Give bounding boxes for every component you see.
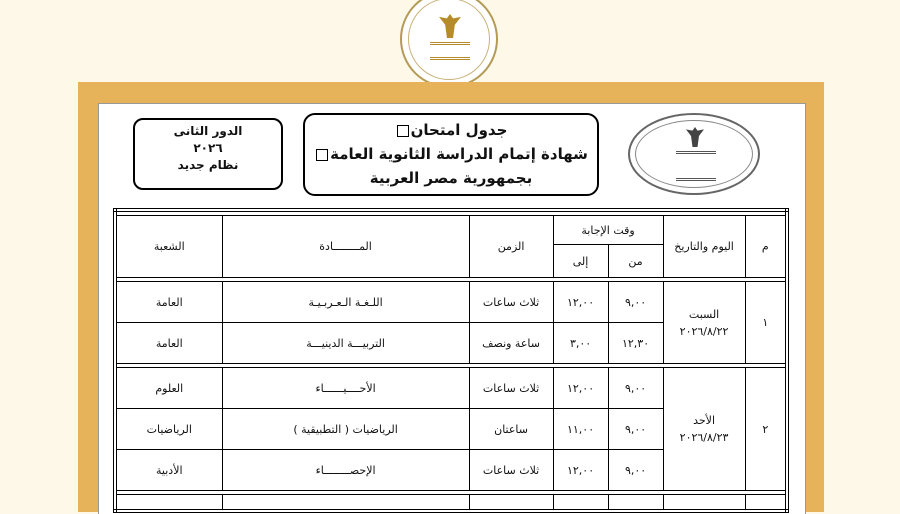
header-day: اليوم والتاريخ xyxy=(663,216,745,278)
title-line-3: بجمهورية مصر العربية xyxy=(369,169,533,187)
title-line-2: شهادة إتمام الدراسة الثانوية العامة xyxy=(330,145,588,163)
day-name: السبت xyxy=(688,307,720,321)
day-date: ٢٠٢٦/٨/٢٣ xyxy=(679,431,729,444)
time-from: ١٢,٣٠ xyxy=(608,323,663,364)
branch: الأدبية xyxy=(115,450,222,491)
day-date: ٢٠٢٦/٨/٢٢ xyxy=(679,324,729,338)
header-subject: المــــــــادة xyxy=(222,216,469,278)
day-number: ١ xyxy=(745,282,787,364)
branch: العامة xyxy=(115,282,222,323)
day-name: الأحد xyxy=(693,414,716,427)
session-box xyxy=(133,118,283,190)
table-row xyxy=(115,282,787,323)
ministry-seal xyxy=(628,113,760,195)
checkbox-icon xyxy=(316,149,328,161)
table-row xyxy=(115,368,787,409)
branch: العلوم xyxy=(115,368,222,409)
subject: الأحــــيــــــاء xyxy=(222,368,469,409)
time-to: ١٢,٠٠ xyxy=(553,450,608,491)
day-number: ٢ xyxy=(745,368,787,491)
exam-schedule-table xyxy=(113,208,789,513)
subject: اللـغـة الـعـربـيـة xyxy=(222,282,469,323)
subject: الإحصــــــــاء xyxy=(222,450,469,491)
session-system: نظام جديد xyxy=(177,158,239,172)
checkbox-icon xyxy=(397,125,409,137)
day-date-cell xyxy=(663,282,745,364)
header-branch: الشعبة xyxy=(115,216,222,278)
ministry-logo-top xyxy=(400,0,498,88)
time-to: ١٢,٠٠ xyxy=(553,368,608,409)
duration: ثلاث ساعات xyxy=(469,450,553,491)
time-to: ١٢,٠٠ xyxy=(553,282,608,323)
header-from: من xyxy=(608,245,663,278)
header-duration: الزمن xyxy=(469,216,553,278)
subject: التربيـــة الدينيـــة xyxy=(222,323,469,364)
branch: العامة xyxy=(115,323,222,364)
duration: ثلاث ساعات xyxy=(469,368,553,409)
header-num: م xyxy=(745,216,787,278)
duration: ساعة ونصف xyxy=(469,323,553,364)
duration: ساعتان xyxy=(469,409,553,450)
header-answer-time: وقت الإجابة xyxy=(553,216,663,245)
title-box xyxy=(303,113,599,196)
table-header-row xyxy=(115,216,787,245)
time-to: ١١,٠٠ xyxy=(553,409,608,450)
session-label: الدور الثانى xyxy=(173,124,243,138)
time-from: ٩,٠٠ xyxy=(608,368,663,409)
time-to: ٣,٠٠ xyxy=(553,323,608,364)
subject: الرياضيات ( التطبيقية ) xyxy=(222,409,469,450)
title-line-1: جدول امتحان xyxy=(410,121,508,139)
header-to: إلى xyxy=(553,245,608,278)
time-from: ٩,٠٠ xyxy=(608,450,663,491)
branch: الرياضيات xyxy=(115,409,222,450)
time-from: ٩,٠٠ xyxy=(608,282,663,323)
day-date-cell xyxy=(663,368,745,491)
duration: ثلاث ساعات xyxy=(469,282,553,323)
session-year: ٢٠٢٦ xyxy=(193,141,223,155)
time-from: ٩,٠٠ xyxy=(608,409,663,450)
